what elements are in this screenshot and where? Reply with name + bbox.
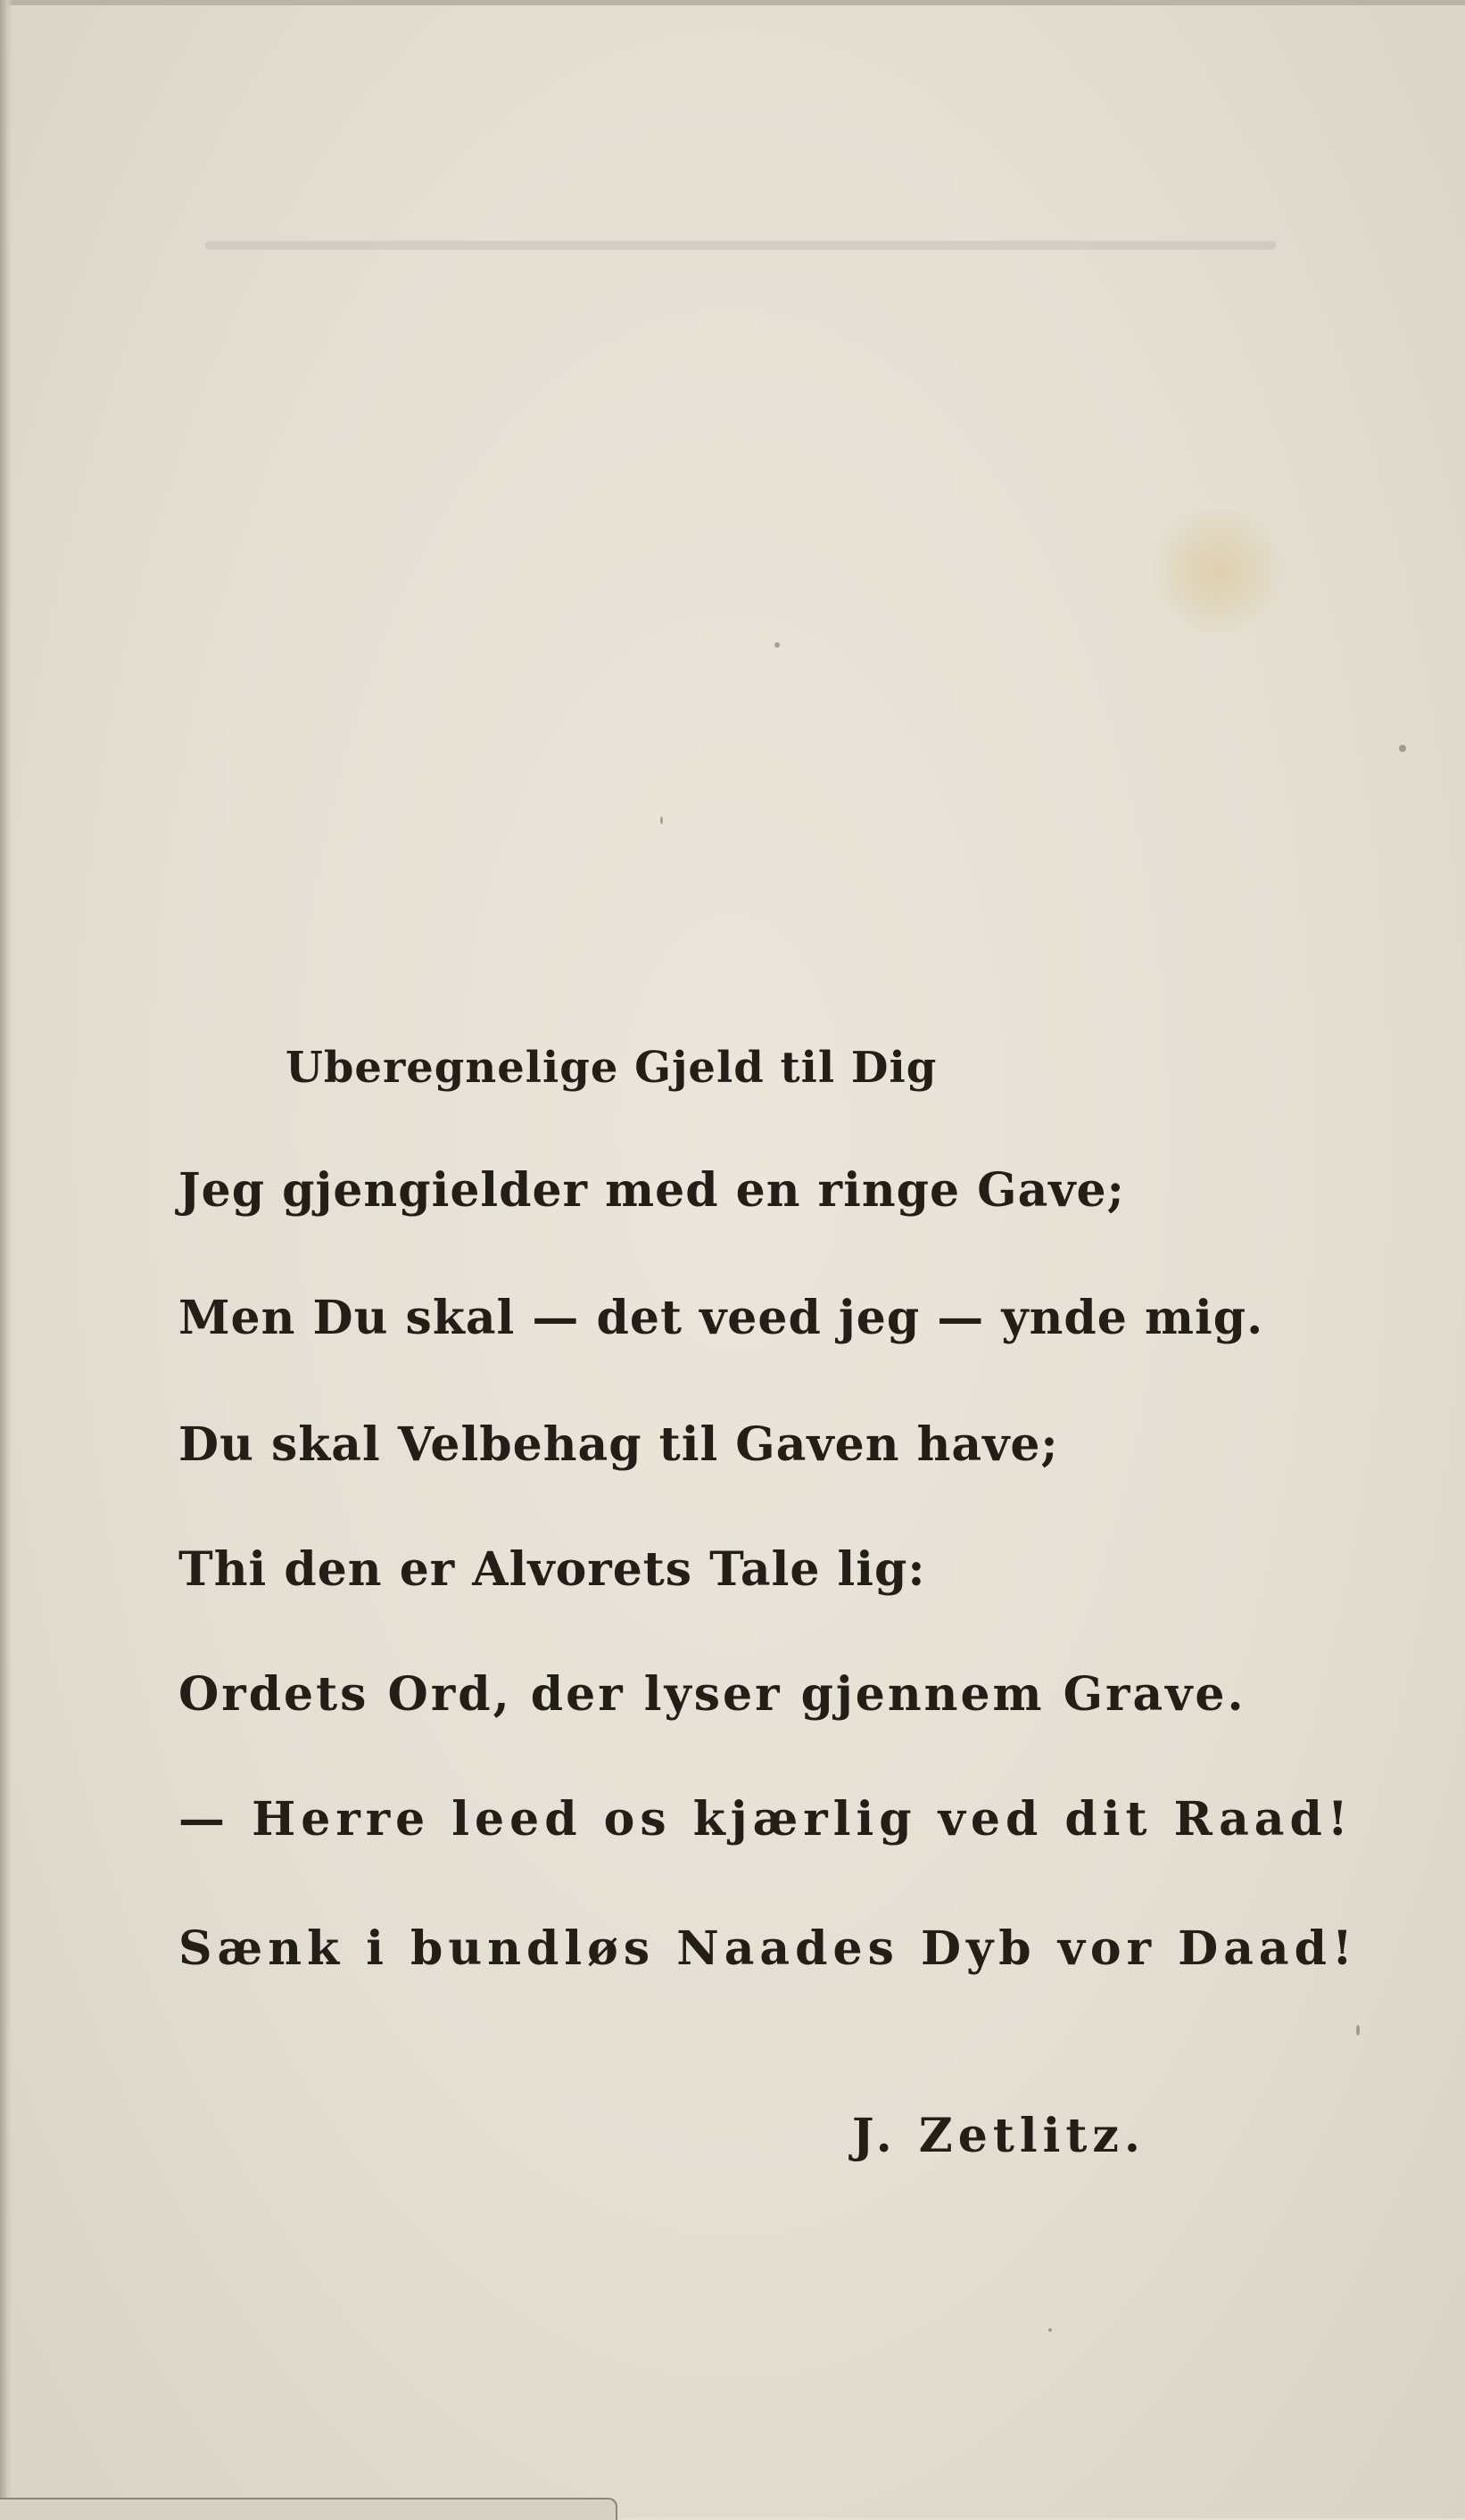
poem-line: Du skal Velbehag til Gaven have; (178, 1417, 1059, 1472)
poem-line: Men Du skal — det veed jeg — ynde mig. (178, 1291, 1264, 1345)
poem-line: Ordets Ord, der lyser gjennem Grave. (178, 1667, 1246, 1722)
poem-line: — Herre leed os kjærlig ved dit Raad! (178, 1792, 1353, 1847)
page-bottom-edge (0, 2498, 617, 2520)
poem-line: Thi den er Alvorets Tale lig: (178, 1542, 926, 1597)
poem-line: Jeg gjengielder med en ringe Gave; (178, 1163, 1125, 1218)
author-signature: J. Zetlitz. (852, 2109, 1146, 2163)
poem-line: Uberegnelige Gjeld til Dig (286, 1043, 938, 1093)
poem-line: Sænk i bundløs Naades Dyb vor Daad! (178, 1921, 1358, 1976)
